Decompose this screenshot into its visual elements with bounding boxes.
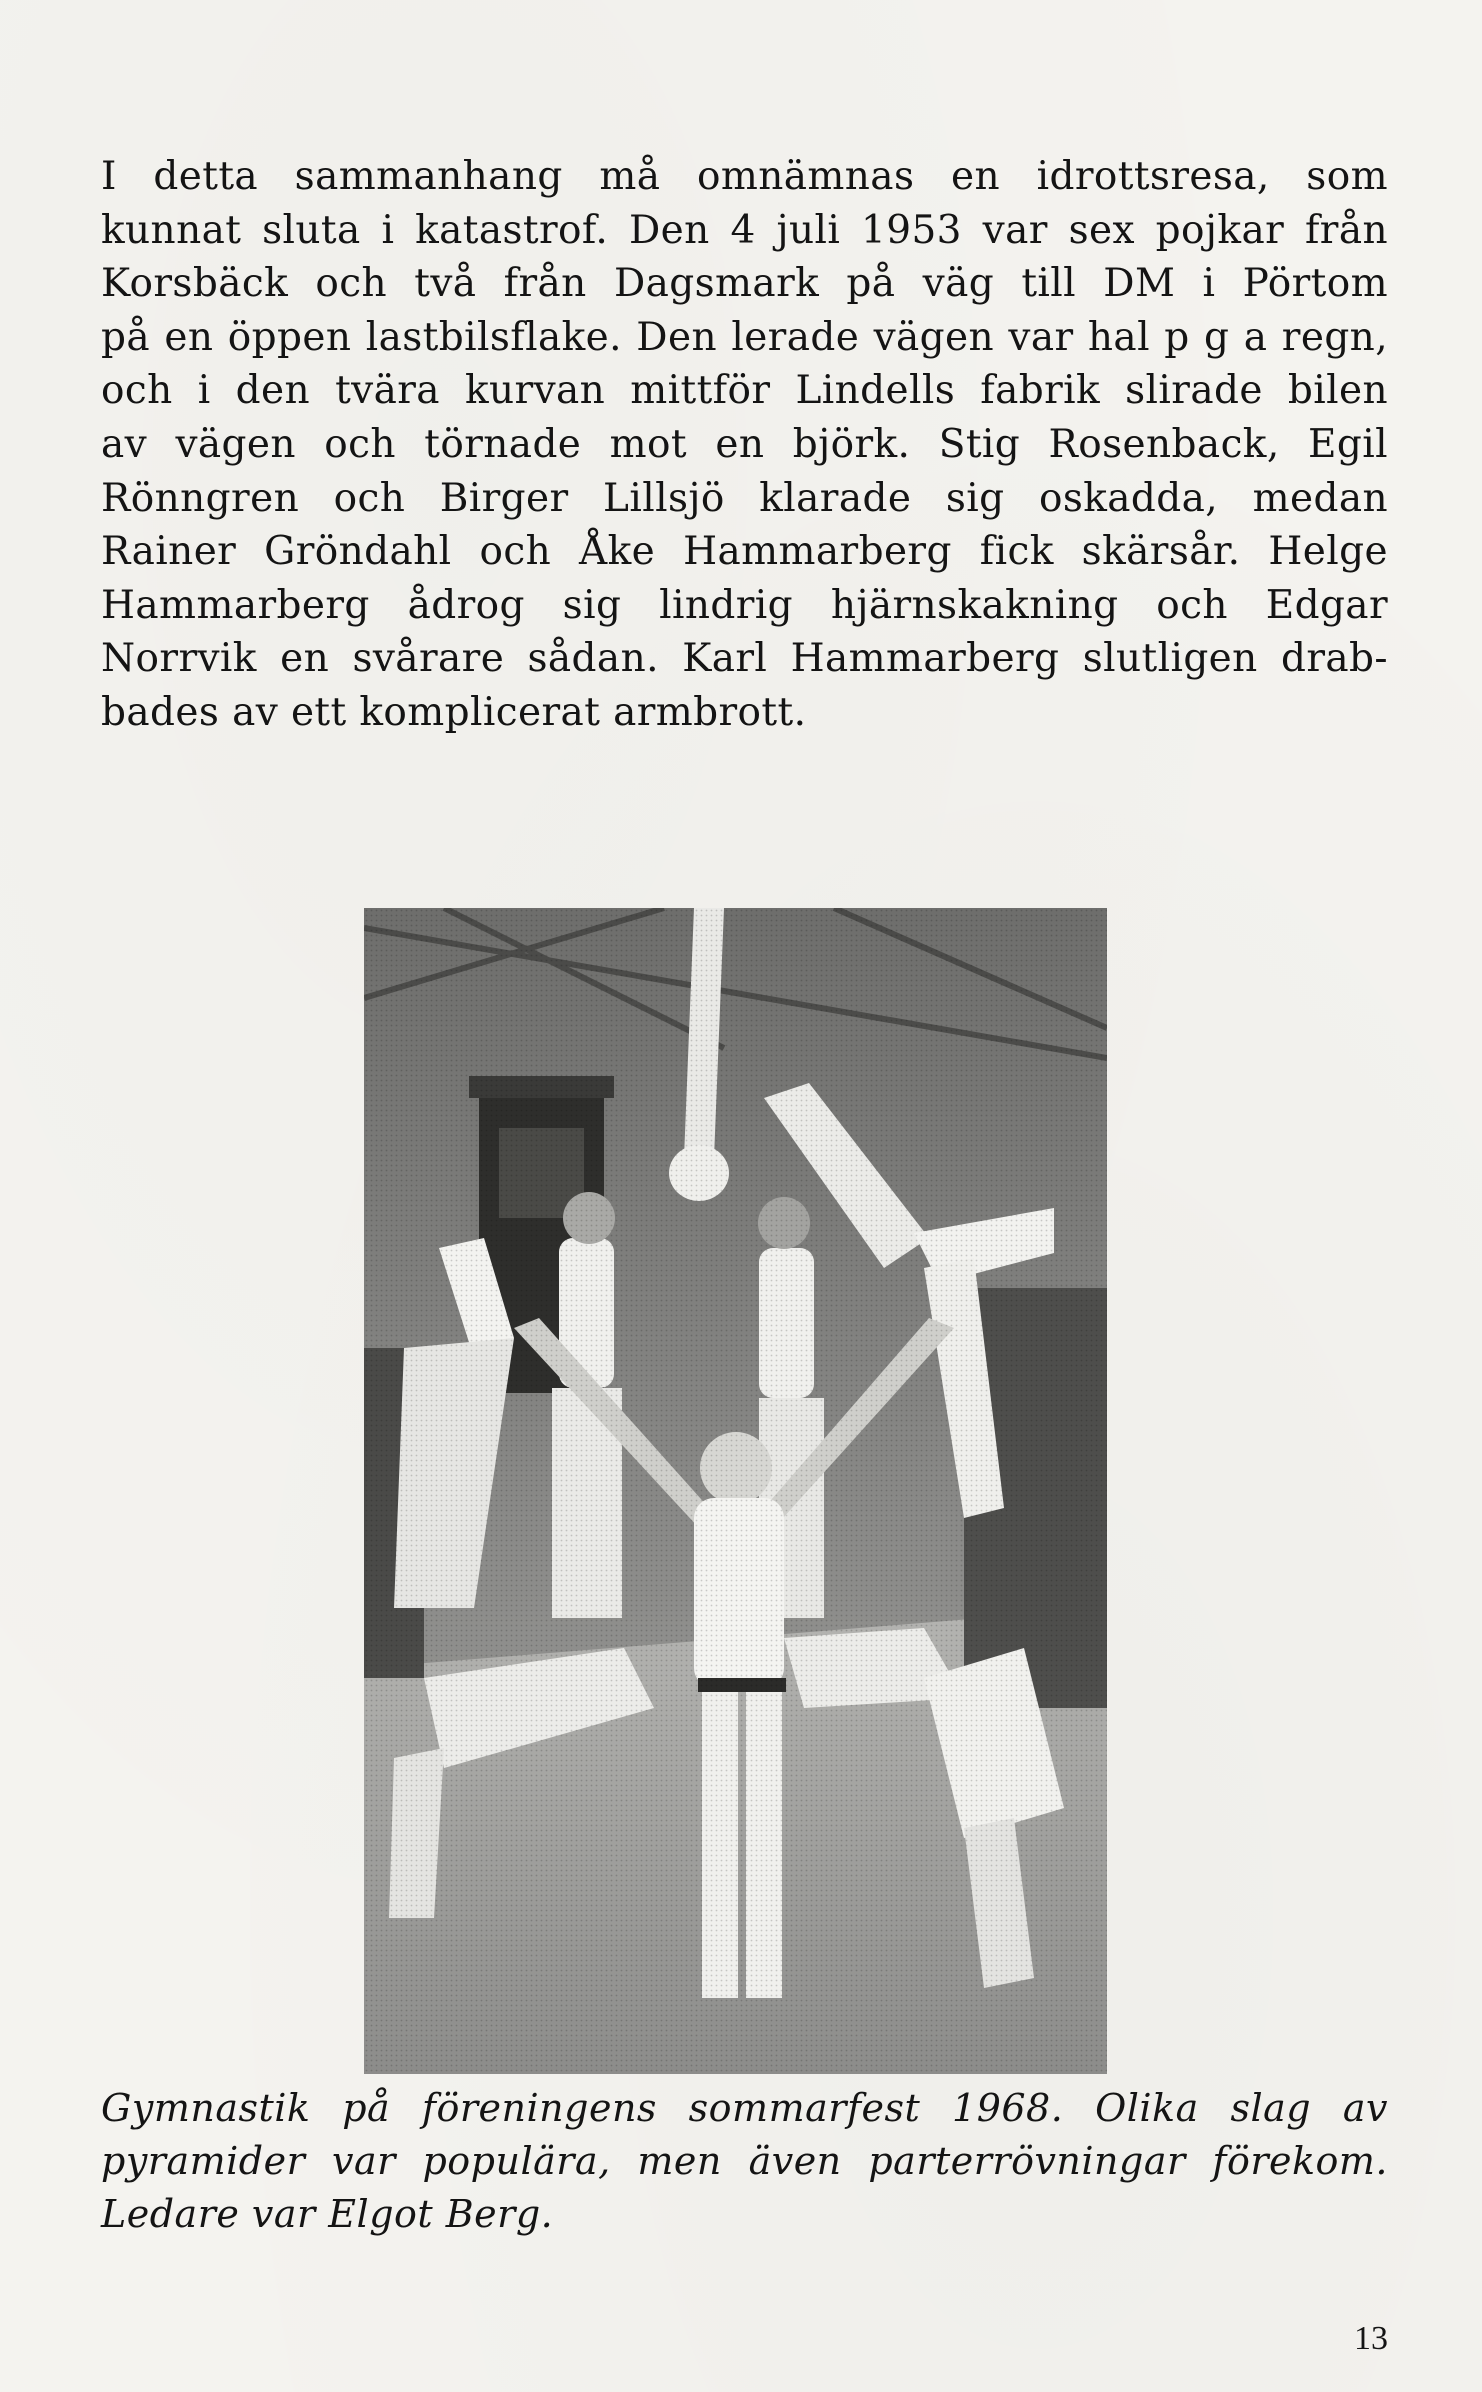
caption-line: Ledare var Elgot Berg. [101,2192,554,2236]
page-number: 13 [1354,2320,1388,2357]
body-line: Korsbäck och två från Dagsmark på väg till DM i Pörtom [101,261,1388,307]
body-line: Hammarberg ådrog sig lindrig hjärnskakning och Edgar [101,582,1388,628]
body-line: kunnat sluta i katastrof. Den 4 juli 1953 var sex pojkar från [101,207,1388,253]
gymnastics-photo-illustration [364,908,1107,2074]
body-line: på en öppen lastbilsflake. Den lerade vägen var hal p g a regn, [101,314,1388,360]
body-line: av vägen och törnade mot en björk. Stig Rosenback, Egil [101,421,1388,467]
body-line: Rainer Gröndahl och Åke Hammarberg fick skärsår. Helge [101,529,1388,575]
body-line: Rönngren och Birger Lillsjö klarade sig oskadda, medan [101,475,1388,521]
photo-caption [101,2082,1388,2241]
caption-line: pyramider var populära, men även parterrövningar förekom. [101,2139,1388,2183]
caption-line: Gymnastik på föreningens sommarfest 1968. Olika slag av [101,2086,1388,2130]
body-line: bades av ett komplicerat armbrott. [101,689,807,735]
body-paragraph [101,150,1388,740]
body-line: och i den tvära kurvan mittför Lindells fabrik slirade bilen [101,368,1388,414]
gymnastics-photo [364,908,1107,2074]
body-line: Norrvik en svårare sådan. Karl Hammarberg slutligen drab- [101,636,1388,682]
body-line: I detta sammanhang må omnämnas en idrottsresa, som [101,154,1388,199]
